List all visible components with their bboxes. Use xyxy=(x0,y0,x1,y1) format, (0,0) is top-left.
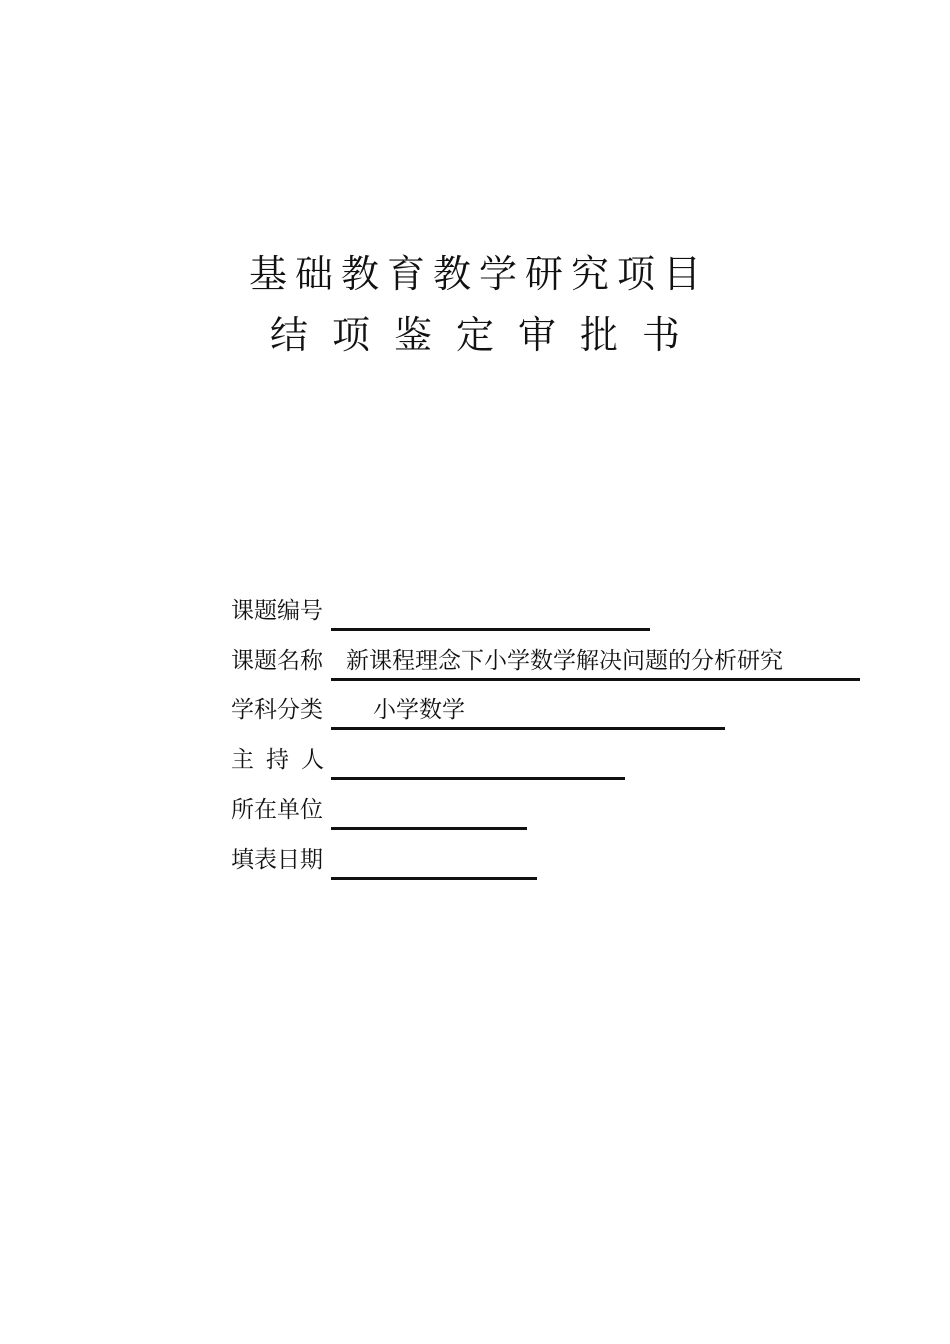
field-label-host: 主持人 xyxy=(231,747,336,773)
field-label-subject-category: 学科分类 xyxy=(231,697,323,723)
underline-fill-date xyxy=(331,877,537,880)
underline-project-number xyxy=(331,628,650,631)
underline-host xyxy=(331,777,625,780)
document-title-line-1: 基础教育教学研究项目 xyxy=(248,252,709,296)
field-label-project-name: 课题名称 xyxy=(231,648,323,674)
field-value-subject-category: 小学数学 xyxy=(373,697,465,723)
underline-subject-category xyxy=(331,727,725,730)
field-label-unit: 所在单位 xyxy=(231,797,323,823)
field-value-project-name: 新课程理念下小学数学解决问题的分析研究 xyxy=(346,648,783,674)
underline-unit xyxy=(331,827,527,830)
document-title-line-2: 结项鉴定审批书 xyxy=(269,313,704,357)
underline-project-name xyxy=(331,678,860,681)
field-label-fill-date: 填表日期 xyxy=(231,847,323,873)
field-label-project-number: 课题编号 xyxy=(231,598,323,624)
